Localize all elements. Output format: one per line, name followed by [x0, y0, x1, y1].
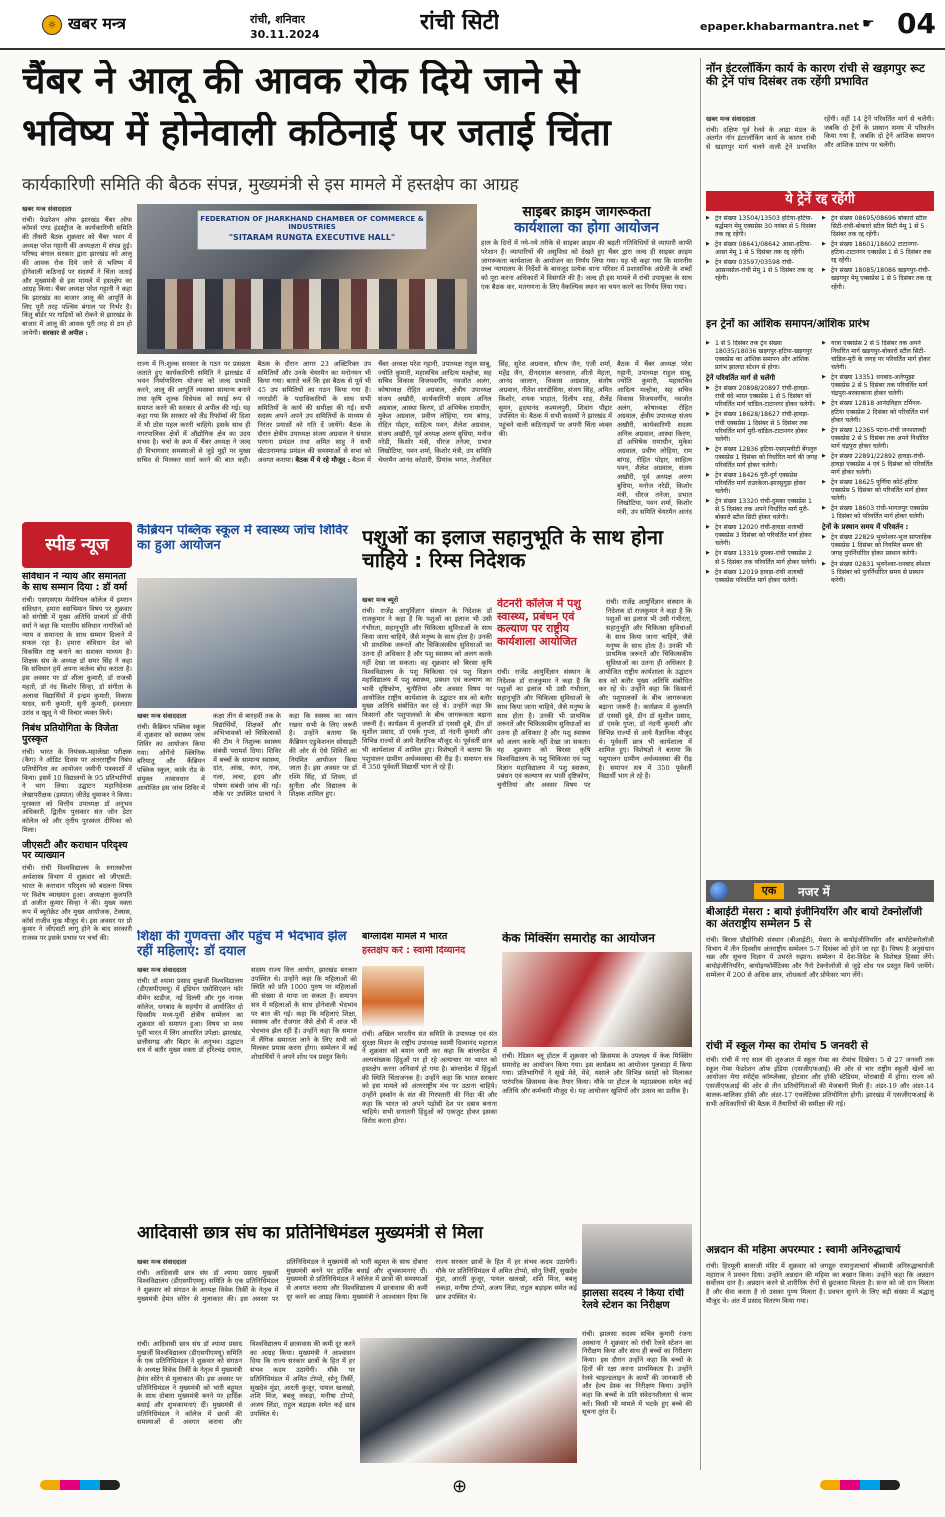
header-date-line2: 30.11.2024: [250, 28, 320, 41]
bangladesh-headline-2: हस्तक्षेप करे : स्वामी दिव्यानंद: [362, 946, 466, 956]
health-camp-body: [137, 712, 357, 922]
cake-headline: केक मिक्सिंग समारोह का आयोजन: [502, 932, 655, 945]
speed-news-headline: जीएसटी और कराधान परिदृश्य पर व्याख्यान: [22, 839, 128, 862]
rims-body-cont2: रांची। राजेंद्र आयुर्विज्ञान संस्थान के निदेशक डॉ राजकुमार ने कहा है कि पशुओं का इलाज भी उसी गंभीरता, सहानुभूति और चिकित्सा सुविधाओं के साथ किया जाना चाहिये, जैसे मनुष्य के साथ होता है। उनकी भी प्राथमिक जरूरतें और चिकित्सकीय सुविधाओं का उतना ही अधिकार है: [606, 598, 692, 667]
cake-body: रांची। रेडिसन ब्लू होटल में शुक्रवार को क्रिसमस के उपलक्ष्य में केक मिक्सिंग समारोह का आयोजन किया गया। इस कार्यक्रम का आयोजन पुलवाड़ा में किया गया। प्रतिभागियों ने सूखे मेवे, मेवे, मसाले और विभिन्न स्वादों को मिलाकर पारंपरिक क्रिसमस केक तैयार किया। मौके पर होटल के महाप्रबंधक समेत कई अतिथि और कर्मचारी मौजूद थे। यह आयोजन खुशियों और उत्सव का प्रतीक है।: [502, 1052, 692, 1095]
epaper-link[interactable]: epaper.khabarmantra.net: [700, 20, 859, 33]
women-byline: खबर मन्त्र संवाददाता: [137, 966, 187, 974]
school-games-body: रांची। रांची में नए साल की शुरुआत में स्कूल गेम्स का रोमांच दिखेगा। 5 से 27 जनवरी तक स्कूल गेम्स फेडरेशन ऑफ इंडिया (एसजीएफआई) की ओर से चार राष्ट्रीय स्कूली खेलों का आयोजन मेगा स्पोर्ट्स कॉम्प्लेक्स, होटवार और हॉकी स्टेडियम, मोराबादी में होगा। राज्य को एसजीएफआई की ओर से तीन प्रतियोगिताओं की मेजबानी मिली है। अंडर-19 और अंडर-14 बालक-बालिका हॉकी और अंडर-17 एथलेटिक्स प्रतियोगिता होगी। झारखंड में एसजीएफआई के सभी अधिकारियों की बैठक में तैयारियों की समीक्षा की गई।: [706, 1056, 934, 1108]
rims-byline: खबर मन्त्र ब्यूरो: [362, 596, 399, 604]
rail-headline: नॉन इंटरलॉकिंग कार्य के कारण रांची से खड़गपुर रूट की ट्रेनें पांच दिसंबर तक रहेंगी प्रभावित: [706, 62, 925, 89]
divider: [700, 58, 701, 1498]
health-camp-photo: [137, 578, 357, 708]
bit-body: रांची। बिरला प्रौद्योगिकी संस्थान (बीआईटी), मेसरा के बायोइंजीनियरिंग और बायोटेक्नोलॉजी विभाग में तीन दिवसीय अंतराष्ट्रीय सम्मेलन 5-7 दिसंबर को होने जा रहा है। विषय है अनुसंधान चक्र और सूचना विज्ञान में उभरते रुझान। सम्मेलन में देश-विदेश के विशेषज्ञ हिस्सा लेंगे। बायोइंजीनियरिंग, बायोइन्फॉर्मेटिक्स और नैनो टेक्नोलॉजी से जुड़े शोध पत्र प्रस्तुत किये जायेंगे। सम्मेलन में 200 से अधिक छात्र, शोधकर्ता और प्रोफेसर भाग लेंगे।: [706, 936, 934, 979]
partial-item: ▶ ट्रेन संख्या 12020 रांची-हावड़ा शताब्दी एक्सप्रेस 3 दिसंबर को परिवर्तित मार्ग होकर चलेगी।: [706, 524, 818, 548]
header-date-line1: रांची, शनिवार: [250, 13, 306, 26]
cursor-hand-icon: ☛: [862, 16, 875, 32]
partial-item: ▶ ट्रेन संख्या 13319 दुमका-रांची एक्सप्रेस 2 से 5 दिसंबर तक परिवर्तित मार्ग होकर चलेगी।: [706, 550, 818, 566]
reroute-subheading: ट्रेनें परिवर्तित मार्ग से चलेंगी: [706, 374, 776, 383]
footer-strip: [0, 1470, 945, 1517]
rims-body-text: रांची। राजेंद्र आयुर्विज्ञान संस्थान के निदेशक डॉ राजकुमार ने कहा है कि पशुओं का इलाज भी उसी गंभीरता, सहानुभूति और चिकित्सा सुविधाओं के साथ किया जाना चाहिये, जैसे मनुष्य के साथ होता है। उनकी भी प्राथमिक जरूरतें और चिकित्सकीय सुविधाओं का उतना ही अधिकार है और पशु स्वास्थ्य को अलग करके नहीं देखा जा सकता। वह शुक्रवार को बिरसा कृषि विश्वविद्यालय के पशु चिकित्सा एवं पशु विज्ञान महाविद्यालय में पशु स्वास्थ्य, प्रबंधन एवं कल्याण का भावी दृष्टिकोण, चुनौतियां और अवसर विषय पर आयोजित राष्ट्रीय कार्यशाला के उद्घाटन सत्र को बतौर मुख्य अतिथि संबोधित कर रहे थे। उन्होंने कहा कि किसानों और पशुपालकों के बीच जागरूकता बढ़ाना जरूरी है। कार्यक्रम में कुलपति डॉ एससी दुबे, डीन डॉ सुशील प्रसाद, डॉ एमके गुप्ता, डॉ नंदनी कुमारी और विभिन्न राज्यों से आये वैज्ञानिक मौजूद थे। पूर्ववर्ती छात्र भी कार्यशाला में शामिल हुए। विशेषज्ञों ने बताया कि पशुपालन ग्रामीण अर्थव्यवस्था की रीढ़ है। समापन सत्र में 350 पूर्ववर्ती विद्यार्थी भाग ले रहे हैं।: [362, 606, 492, 772]
masthead-bar: [0, 0, 945, 50]
partial-item: ▶ ट्रेन संख्या 18628/18627 रांची-हावड़ा-रांची एक्सप्रेस 1 दिसंबर से 5 दिसंबर तक परिवर्तित मार्ग मुरी-चांडिल-टाटानगर होकर चलेगी।: [706, 411, 818, 443]
time-change-heading: ट्रेनों के प्रस्थान समय में परिवर्तन :: [822, 523, 909, 532]
partial-item: ▶ ट्रेन संख्या 12019 हावड़ा-रांची शताब्दी एक्सप्रेस परिवर्तित मार्ग होकर चलेगी।: [706, 569, 818, 585]
partial-item: ▶ ट्रेन संख्या 12818 आनंदविहार टर्मिनल-हटिया एक्सप्रेस 2 दिसंबर को परिवर्तित मार्ग होकर चलेगी।: [822, 400, 934, 424]
people-row: [147, 279, 467, 349]
rims-body-cont: रांची। राजेंद्र आयुर्विज्ञान संस्थान के निदेशक डॉ राजकुमार ने कहा है कि पशुओं का इलाज भी उसी गंभीरता, सहानुभूति और चिकित्सा सुविधाओं के साथ किया जाना चाहिये, जैसे मनुष्य के साथ होता है। उनकी भी प्राथमिक जरूरतें और चिकित्सकीय सुविधाओं का उतना ही अधिकार है और पशु स्वास्थ्य को अलग करके नहीं देखा जा सकता। वह शुक्रवार को बिरसा कृषि विश्वविद्यालय के पशु चिकित्सा एवं पशु विज्ञान महाविद्यालय में पशु स्वास्थ्य, प्रबंधन एवं कल्याण का भावी दृष्टिकोण, चुनौतियां और अवसर विषय पर आयोजित राष्ट्रीय कार्यशाला के उद्घाटन सत्र को बतौर मुख्य अतिथि संबोधित कर रहे थे। उन्होंने कहा कि किसानों और पशुपालकों के बीच जागरूकता बढ़ाना जरूरी है। कार्यक्रम में कुलपति डॉ एससी दुबे, डीन डॉ सुशील प्रसाद, डॉ एमके गुप्ता, डॉ नंदनी कुमारी और विभिन्न राज्यों से आये वैज्ञानिक मौजूद थे। पूर्ववर्ती छात्र भी कार्यशाला में शामिल हुए। विशेषज्ञों ने बताया कि पशुपालन ग्रामीण अर्थव्यवस्था की रीढ़ है। समापन सत्र में 350 पूर्ववर्ती विद्यार्थी भाग ले रहे हैं।: [497, 668, 692, 790]
partial-item: ▶ यात्रा एक्सप्रेस 2 से 5 दिसंबर तक अपने निर्धारित मार्ग खड़गपुर-बोकारो स्टील सिटी-चांडिल-मुरी के जगह पर परिवर्तित मार्ग होकर चलेगी।: [822, 340, 934, 372]
health-byline: खबर मन्त्र संवाददाता: [137, 712, 187, 720]
jhalsa-photo: [582, 1224, 692, 1284]
brand-name: खबर मन्त्र: [68, 15, 126, 33]
cancel-list-col2: [822, 215, 934, 313]
page-number: 04: [897, 8, 936, 40]
cancel-item: ▶ ट्रेन संख्या 08641/08642 आसा-हटिया-आसा मेमू 1 से 5 दिसंबर तक रद्द रहेंगी।: [706, 241, 818, 257]
tribal-text-cont: रांची। आदिवासी छात्र संघ डॉ श्यामा प्रसाद मुखर्जी विश्वविद्यालय (डीएसपीएमयू) समिति के एक प्रतिनिधिमंडल ने शुक्रवार को संगठन के अध्यक्ष विवेक तिर्की के नेतृत्व में मुख्यमंत्री हेमंत सोरेन से मुलाकात की। इस अवसर पर प्रतिनिधिमंडल ने मुख्यमंत्री को भारी बहुमत के साथ दोबारा मुख्यमंत्री बनने पर हार्दिक बधाई और शुभकामनाएं दीं। मुख्यमंत्री से प्रतिनिधिमंडल ने कॉलेज में छात्रों की समस्याओं से अवगत कराया और विश्वविद्यालय में छात्रावास की कमी दूर करने का आग्रह किया। मुख्यमंत्री ने आश्वासन दिया कि राज्य सरकार छात्रों के हित में हर संभव कदम उठायेगी। मौके पर प्रतिनिधिमंडल में अमित टोप्पो, सोनू तिर्की, सुखदेव मुंडा, आरती कुजूर, पायल खलखो, शशि मिंज, बबलू लकड़ा, मनीषा टोप्पो, अजय लिंडा, राहुल बड़ाइक समेत कई छात्र उपस्थित थे।: [137, 1340, 355, 1427]
partial-item: ▶ ट्रेन संख्या 12836 हटिया-एसएमवीटी बेंगलुरु एक्सप्रेस 1 दिसंबर को निर्धारित मार्ग की जगह परिवर्तित मार्ग होकर चलेगी।: [706, 446, 818, 470]
lead-body: [137, 360, 612, 515]
bangladesh-body: रांची। अखिल भारतीय संत समिति के उपाध्यक्ष एवं संत सुरक्षा मिशन के राष्ट्रीय उपाध्यक्ष स्वामी दिव्यानंद महाराज ने शुक्रवार को बयान जारी कर कहा कि बांग्लादेश में अल्पसंख्यक हिंदुओं पर हो रहे अत्याचार पर भारत को हस्तक्षेप करना अनिवार्य हो गया है। बांग्लादेश में हिंदुओं की स्थिति चिंताजनक है। उन्होंने कहा कि भारत सरकार को इस मामले को अंतरराष्ट्रीय मंच पर उठाना चाहिये। उन्होंने इस्कॉन के संत की गिरफ्तारी की निंदा की और कहा कि भारत को अपने पड़ोसी देश पर दबाव बनाना चाहिये। सभी सनातनी हिंदुओं को एकजुट होकर इसका विरोध करना होगा।: [362, 1030, 497, 1126]
anndaan-headline: अन्नदान की महिमा अपरम्पार : स्वामी अनिरुद्धाचार्य: [706, 1244, 901, 1256]
rims-headline: पशुओं का इलाज सहानुभूति के साथ होना चाहिये : रिम्स निदेशक: [362, 526, 664, 572]
partial-item: ▶ ट्रेन संख्या 13351 धनबाद-अलेप्पुझा एक्सप्रेस 2 से 5 दिसंबर तक परिवर्तित मार्ग चंद्रपुरा-बरकाकाना होकर चलेगी।: [822, 374, 934, 398]
partial-item: ▶ ट्रेन संख्या 12365 पटना-रांची जनशताब्दी एक्सप्रेस 2 से 5 दिसंबर तक अपने निर्धारित मार्ग चंद्रपुरा होकर चलेगी।: [822, 427, 934, 451]
rail-body: [706, 115, 934, 190]
banner-line-2: "SITARAM RUNGTA EXECUTIVE HALL": [228, 233, 396, 242]
bangladesh-headline-1: बांग्लादेश मामले में भारत: [362, 932, 448, 942]
speed-news-label: स्पीड न्यूज: [45, 535, 109, 555]
partial-list-col1: [706, 340, 818, 875]
cyber-headline-2: कार्यशाला का होगा आयोजन: [514, 220, 659, 237]
lead-subhead: सरकार से अपील :: [42, 328, 88, 337]
speed-news-body: रांची। भारत के नियंत्रक-महालेखा परीक्षक (कैग) ने ऑडिट दिवस पर अंतरराष्ट्रीय निबंध प्रतियोगिता का आयोजन जमीनी पत्रकाशों में किया। इसमें 10 विद्यालयों के 95 प्रतिभागियों ने भाग लिया। उद्घाटन महानिदेशक लेखापरीक्षक (इस्पात) जीतेंद्र धुमाकर ने किया। पुरस्कार को वित्तीय उपाध्यक्ष डॉ अनुभव अधिकारी, द्वितीय पुरस्कार संत जॉन डेटर कॉलेज को और तृतीय पुरस्कार दीपिका को मिला।: [22, 747, 132, 834]
cyber-box: [481, 204, 692, 354]
lead-deck: कार्यकारिणी समिति की बैठक संपन्न, मुख्यमंत्री से इस मामले में हस्तक्षेप का आग्रह: [22, 175, 519, 195]
tribal-byline: खबर मन्त्र संवाददाता: [137, 1258, 187, 1266]
partial-item: ▶ 1 से 5 दिसंबर तक ट्रेन संख्या 18035/18036 खड़गपुर-हटिया-खड़गपुर एक्सप्रेस का आंशिक समापन और आंशिक प्रारंभ झालदा स्टेशन से होगा।: [706, 340, 818, 372]
partial-item: ▶ ट्रेन संख्या 18625 पूर्णिया कोर्ट-हटिया एक्सप्रेस 5 दिसंबर को परिवर्तित मार्ग होकर चलेगी।: [822, 479, 934, 503]
ek-nazar-band: [706, 880, 934, 902]
partial-heading: इन ट्रेनों का आंशिक समापन/आंशिक प्रारंभ: [706, 318, 870, 330]
partial-item: ▶ ट्रेन संख्या 13320 रांची-दुमका एक्सप्रेस 1 से 5 दिसंबर तक अपने निर्धारित मार्ग मुरी-बोकारो स्टील सिटी होकर चलेगी।: [706, 498, 818, 522]
lead-attendees-cont: बैठक में चैंबर अध्यक्ष परेश गट्टानी, उपाध्यक्ष राहुल साबू, ज्योति कुमारी, महासचिव आदित्य मल्होत्रा, सह सचिव विकास विजयवर्गीय, नवजोत अलंग, कोषाध्यक्ष रोहित अग्रवाल, क्षेत्रीय उपाध्यक्ष संजय अखौरी, कार्यकारिणी सदस्य अनिल अग्रवाल, आस्था किरण, डॉ अभिषेक रामाधीन, मुकेश अग्रवाल, प्रवीण लोहिया, राम बांगड़, रोहित पोद्दार, साहित्य पवन, शैलेश अग्रवाल, संजय अखौरी, पूर्व अध्यक्ष अरुण बुधिया, मनोज नरेडी, किशोर मंत्री, धीरज तनेजा, प्रभात लिखोटिया, पवन शर्मा, किशोर मंत्री, उप समिति चेयरमैन आनंद: [617, 360, 692, 515]
women-text: रांची। डॉ श्यामा प्रसाद मुखर्जी विश्वविद्यालय (डीएसपीएमयू) में इंडियन एसोसिएशन फॉर वीमेन स्टडीज, नई दिल्ली और गुरु नानक कॉलेज, धनबाद के सहयोग से आयोजित दो दिवसीय मध्य-पूर्वी क्षेत्रीय सम्मेलन का शुक्रवार को समापन हुआ। विषय था मध्य पूर्वी भारत में लिंग आधारित उपेक्षा: झारखंड, छत्तीसगढ़ और बिहार के अनुभव। उद्घाटन सत्र में बतौर मुख्य वक्ता डॉ हरिश्चंद्र दयाल, सदस्य राज्य वित्त आयोग, झारखंड सरकार उपस्थित थे। उन्होंने कहा कि महिलाओं की स्थिति को प्रति 1000 पुरुष पर महिलाओं की संख्या से मापा जा सकता है। समापन सत्र में महिलाओं के साथ होनेवाली भेदभाव पर बात की गई। कहा कि महिलाएं शिक्षा, स्वास्थ्य और रोजगार जैसे क्षेत्रों में आज भी भेदभाव झेल रही हैं। उन्होंने कहा कि समाज में लैंगिक समानता लाने के लिए सभी को मिलकर प्रयास करना होगा। सम्मेलन में कई शोधार्थियों ने अपने शोध पत्र प्रस्तुत किये।: [137, 966, 357, 1062]
cancel-list-col1: [706, 215, 818, 313]
bit-headline: बीआईटी मेसरा : बायो इंजीनियरिंग और बायो टेक्नोलॉजी का अंतराष्ट्रीय सम्मेलन 5 से: [706, 906, 923, 931]
jhalsa-body: रांची। झालसा सदस्य सचिव कुमारी रंजना अस्थाना ने शुक्रवार को रांची रेलवे स्टेशन का निरीक्षण किया और साथ ही बच्चों का निरीक्षण किया। इस दौरान उन्होंने कहा कि बच्चों के हितों की रक्षा करना प्राथमिकता है। उन्होंने रेलवे चाइल्डलाइन के कार्यों की जानकारी ली और हेल्प डेस्क का निरीक्षण किया। उन्होंने कहा कि बच्चों के प्रति संवेदनशीलता से काम करें। किसी भी मामले में भटके हुए बच्चे की सूचना तुरंत दें।: [582, 1330, 692, 1417]
banner-line-1: FEDERATION OF JHARKHAND CHAMBER OF COMMERCE & INDUSTRIES: [200, 215, 424, 231]
speed-news-body: रांची। एसएसएस मेमोरियल कॉलेज में इमरान संविधान, हमारा स्वाभिमान विषय पर शुक्रवार को संगोष्ठी में मुख्य अतिथि प्राचार्य डॉ वीपी वर्मा ने कहा कि भारतीय संविधान नागरिकों को न्याय व समानता के साथ सम्मान दिलाने में सफल रहा है। हमारा संविधान देश को विकसित राष्ट्र बनाने का सशक्त माध्यम है। शिक्षक संघ के अध्यक्ष डॉ समर सिंह ने कहा कि संविधान हमें अपना कर्तव्य बोध कराता है। इस अवसर पर डॉ शीला कुमारी, डॉ राजश्री महतो, डॉ नंद किशोर सिन्हा, डॉ संगीता के अलावा विद्यार्थियों में इन्द्रम कुमारी, विकास यादव, सनी कुमारी, सुनी कुमारी, इवलदार उरांव व खुशू ने भी विचार व्यक्त किये।: [22, 595, 132, 717]
globe-icon: [710, 882, 728, 900]
women-body: [137, 966, 357, 1216]
lead-byline: खबर मन्त्र संवाददाता: [22, 205, 72, 213]
partial-item: ▶ ट्रेन संख्या 22891/22892 हावड़ा-रांची-हावड़ा एक्सप्रेस 4 एवं 5 दिसंबर को परिवर्तित मार्ग होकर चलेगी।: [822, 453, 934, 477]
rims-right-column: [606, 598, 692, 668]
cancel-item: ▶ ट्रेन संख्या 03597/03598 रांची-आसनसोल-रांची मेमू 1 से 5 दिसंबर तक रद्द रहेगी।: [706, 259, 818, 283]
rims-byline-column: [362, 596, 492, 922]
jhalsa-headline: झालसा सदस्य ने किया रांची रेलवे स्टेशन का निरीक्षण: [582, 1288, 684, 1311]
speed-news-headline: संविधान ने न्याय और समानता के साथ सम्मान दिया : डॉ वर्मा: [22, 572, 128, 593]
cancel-item: ▶ ट्रेन संख्या 08695/08696 बोकारो स्टील सिटी-रांची-बोकारो स्टील सिटी मेमू 1 से 5 दिसंबर तक रद्द रहेंगी।: [822, 215, 934, 239]
partial-item: ▶ ट्रेन संख्या 18426 पुरी-दुर्ग एक्सप्रेस परिवर्तित मार्ग राउरकेला-झारसुगुड़ा होकर चलेगी।: [706, 472, 818, 496]
section-title: रांची सिटी: [420, 10, 500, 35]
time-change-item: ▶ ट्रेन संख्या 02831 भुवनेश्वर-धनबाद स्पेशल 5 दिसंबर को पुनर्निर्धारित समय से प्रस्थान करेगी।: [822, 561, 934, 585]
rims-side-headline: वेटनरी कॉलेज में पशु स्वास्थ्य, प्रबंधन एवं कल्याण पर राष्ट्रीय कार्यशाला आयोजित: [497, 598, 581, 648]
swami-portrait: [362, 966, 424, 1026]
tribal-text: रांची। आदिवासी छात्र संघ डॉ श्यामा प्रसाद मुखर्जी विश्वविद्यालय (डीएसपीएमयू) समिति के एक प्रतिनिधिमंडल ने शुक्रवार को संगठन के अध्यक्ष विवेक तिर्की के नेतृत्व में मुख्यमंत्री हेमंत सोरेन से मुलाकात की। इस अवसर पर प्रतिनिधिमंडल ने मुख्यमंत्री को भारी बहुमत के साथ दोबारा मुख्यमंत्री बनने पर हार्दिक बधाई और शुभकामनाएं दीं। मुख्यमंत्री से प्रतिनिधिमंडल ने कॉलेज में छात्रों की समस्याओं से अवगत कराया और विश्वविद्यालय में छात्रावास की कमी दूर करने का आग्रह किया। मुख्यमंत्री ने आश्वासन दिया कि राज्य सरकार छात्रों के हित में हर संभव कदम उठायेगी। मौके पर प्रतिनिधिमंडल में अमित टोप्पो, सोनू तिर्की, सुखदेव मुंडा, आरती कुजूर, पायल खलखो, शशि मिंज, बबलू लकड़ा, मनीषा टोप्पो, अजय लिंडा, राहुल बड़ाइक समेत कई छात्र उपस्थित थे।: [137, 1258, 577, 1303]
tribal-headline: आदिवासी छात्र संघ का प्रतिनिधिमंडल मुख्यमंत्री से मिला: [137, 1224, 483, 1243]
health-camp-headline: कैंब्रियन पब्लिक स्कूल में स्वास्थ्य जांच शिविर का हुआ आयोजन: [137, 524, 348, 553]
photo-banner: [197, 210, 427, 250]
speed-news-headline: निबंध प्रतियोगिता के विजेता पुरस्कृत: [22, 722, 118, 745]
lead-attendees-column: [617, 360, 692, 515]
cm-meeting-photo: [360, 1338, 577, 1463]
color-swatch-icon: [40, 1480, 120, 1490]
ek-label: एक: [754, 883, 784, 899]
speed-news-body: रांची। रांची विश्वविद्यालय के स्नातकोत्तर अर्थशास्त्र विभाग में शुक्रवार को जीएसटी: भारत के कराधान परिदृश्य को बदलना विषय पर विशेष व्याख्यान हुआ। अध्यक्षता कुलपति डॉ अजीत कुमार सिन्हा ने की। मुख्य वक्ता रूप में ब्यूरोक्रेट और मुख्य आयोजक, टेक्सस, कॉर्स राजीव मुख मौजूद थे। इस अवसर पर प्रो कुमार ने जीएसटी लागू होने के बाद सरकारी राजस्व पर इसके प्रभाव पर चर्चा की।: [22, 864, 132, 943]
brand-logo-icon: ☼: [42, 15, 62, 35]
rail-byline: खबर मन्त्र संवाददाता: [706, 115, 756, 123]
color-swatch-icon: [820, 1480, 900, 1490]
lead-intro-text: रांची। फेडरेशन ऑफ झारखंड चैंबर ऑफ कॉमर्स एण्ड इंडस्ट्रीज के कार्यकारिणी समिति की तीसरी बैठक शुक्रवार को चैंबर भवन में अध्यक्ष परेश गट्टानी की अध्यक्षता में संपन्न हुई। परिषद बंगाल सरकार द्वारा झारखंड को आलू की आवक रोक दिये जाने से भविष्य में होनेवाली कठिनाई पर सदस्यों ने चिंता जताई और मुख्यमंत्री से इस मामले में हस्तक्षेप का आग्रह किया। चैंबर अध्यक्ष परेश गट्टानी ने कहा कि झारखंड का बाजार आलू की आपूर्ति के लिए पूरी तरह पश्चिम बंगाल पर निर्भर है। किंतु बॉर्डर पर गाड़ियों को रोकने से झारखंड के बाजार में आलू की आवक पूरी तरह से ठप हो जायेगी।: [22, 215, 132, 337]
tribal-body-left: [137, 1340, 355, 1463]
rims-body-cols: [497, 668, 692, 922]
lead-headline-1: चैंबर ने आलू की आवक रोक दिये जाने से: [22, 60, 580, 102]
cyber-body: हाल के दिनों में नये-नये तरीके से साइबर क्राइम की बढ़ती गतिविधियों से व्यापारी काफी परेशान हैं। व्यापारियों की असुविधा को देखते हुए चैंबर द्वारा जल्द ही साइबर क्राइम जागरूकता कार्यशाला के आयोजन का निर्णय लिया गया। यह भी कहा गया कि माननीय उच्च न्यायालय के निर्देशों के बावजूद प्रत्येक थाना परिसर में प्रशासनिक अंग्रेजी के शब्दों को पूरा करना अधिकारों में विसंगति की है। जल्द ही इस मामले में रांची उपायुक्त के साथ एक बैठक कर, मतगणना के लिए वैकल्पिक स्थान का चयन करने का निर्णय लिया गया।: [481, 239, 692, 291]
tribal-body: [137, 1258, 577, 1338]
lead-body-text: राज्य में नि:शुल्क सरकार के गठन पर प्रसन्नता जताते हुए कार्यकारिणी समिति ने झारखंड में भवन निर्माणविरण योजना को जल्द प्रभावी करने, आलू की आपूर्ति व्यवस्था सामान्य बनाने तथा कृषि शुल्क विधेयक को स्थाई रूप से समाप्त करने की सरकार से अपील की गई। यह कहा गया कि सरकार को लैंड रिफॉर्म्स की दिशा में भी ठोस पहल करनी चाहिये। इसके साथ ही नगरपालिका क्षेत्रों में औद्योगिक क्षेत्र का उदय संभव है। चर्चा के क्रम में चैंबर अध्यक्ष ने जल्द ही विभागवार समस्याओं से जुड़े मुद्दों पर मुख्य सचिव से मिलकर वार्ता करने की बात कही। बैठक के दौरान आगर 23 अक्टिरिक्त उप समितियों और उनके चेयरमैन का मनोनयन भी किया गया। बताते चलें कि इस बैठक से पूर्व भी 45 उप समितियों का गठन किया गया है। नगरडोरी के पदाधिकारियों के साथ सभी समितियों के कार्य की समीक्षा की गई। सभी सदस्य अपने अपने उप समितियों के माध्यम से निरंतर प्रयासों को गति दें जायेंगे। बैठक के दौरान क्षेत्रीय उपाध्यक्ष संजय अग्रवाल ने संथाल परगना प्रमंडल तथा अमित साहू ने सभी खेटउनामगढ़ प्रमंडल की समस्याओं से सभा को अवगत कराया।: [137, 360, 371, 464]
cancel-item: ▶ ट्रेन संख्या 13504/13503 हटिया-हटिया-बर्द्धमान मेमू एक्सप्रेस 30 नवंबर से 5 दिसंबर तक रद्द रहेंगी।: [706, 215, 818, 239]
partial-list-col2: [822, 340, 934, 875]
speed-news-column: [22, 572, 132, 1467]
chamber-meeting-photo: [137, 204, 477, 354]
cake-mixing-photo: [502, 952, 692, 1047]
cancel-item: ▶ ट्रेन संख्या 18085/18086 खड़गपुर-रांची-खड़गपुर मेमू एक्सप्रेस 1 से 5 दिसंबर तक रद्द रहेंगी।: [822, 267, 934, 291]
health-camp-text: रांची। कैंब्रियन पब्लिक स्कूल में शुक्रवार को स्वास्थ्य जांच शिविर का आयोजन किया गया। ओर्गेनो क्लिनिक बरियातू और कैंब्रियन पब्लिक स्कूल, कांके रोड के संयुक्त तत्वावधान में आयोजित इस जांच शिविर में कक्षा तीन से बारहवीं तक के विद्यार्थियों, शिक्षकों और अभिभावकों को चिकित्सकों की टीम ने निशुल्क स्वास्थ्य संबंधी परामर्श दिया। शिविर में बच्चों के सामान्य स्वास्थ्य, दांत, आंख, कान, नाक, गला, त्वचा, हृदय और पोषण संबंधी जांच की गई। मौके पर उपस्थित प्राचार्य ने कहा कि स्वस्थ्य का ध्यान रखना सभी के लिए जरूरी है। उन्होंने बताया कि कैंब्रियन एडुकेशनल सोसाइटी की ओर से ऐसे शिविरों का नियमित आयोजन किया जाता है। इस अवसर पर डॉ रश्मि सिंह, डॉ शिवम, डॉ सुनीता और विद्यालय के शिक्षक शामिल हुए।: [137, 712, 357, 799]
lead-headline-2: भविष्य में होनेवाली कठिनाई पर जताई चिंता: [22, 112, 611, 154]
registration-mark-icon: ⊕: [452, 1476, 468, 1497]
rail-body-text: रांची। दक्षिण पूर्व रेलवे के आद्रा मंडल के अंतर्गत नॉन इंटरलॉकिंग कार्य के कारण रांची से खड़गपुर मार्ग चलने वाली ट्रेनें प्रभावित रहेंगी। वहीं 14 ट्रेनें परिवर्तित मार्ग से चलेंगी। जबकि दो ट्रेनों के प्रस्थान समय में परिवर्तन किया गया है, जबकि दो ट्रेनें आंशिक समापन और आंशिक प्रारंभ पर चलेंगी।: [706, 115, 934, 151]
cyber-headline-1: साइबर क्राइम जागरूकता: [522, 204, 651, 220]
women-headline: शिक्षा की गुणवत्ता और पहुंच में भेदभाव झेल रहीं महिलाएं: डॉ दयाल: [137, 930, 347, 959]
cancel-heading: ये ट्रेनें रद्द रहेंगी: [706, 191, 934, 211]
cancel-item: ▶ ट्रेन संख्या 18601/18602 टाटानगर-हटिया-टाटानगर एक्सप्रेस 1 से 5 दिसंबर तक रद्द रहेंगी।: [822, 241, 934, 265]
school-games-headline: रांची में स्कूल गेम्स का रोमांच 5 जनवरी से: [706, 1040, 868, 1052]
lead-intro-column: [22, 205, 132, 515]
meeting-attendees-head: बैठक में ये रहे मौजूद :: [295, 455, 351, 464]
partial-item: ▶ ट्रेन संख्या 20898/20897 रांची-हावड़ा-रांची वंदे भारत एक्सप्रेस 1 से 5 दिसंबर को परिवर्तित मार्ग चांडिल-टाटानगर होकर चलेगी।: [706, 385, 818, 409]
nazar-label: नजर में: [798, 885, 830, 899]
partial-item: ▶ ट्रेन संख्या 18603 रांची-भागलपुर एक्सप्रेस 1 दिसंबर को परिवर्तित मार्ग होकर चलेगी।: [822, 505, 934, 521]
time-change-item: ▶ ट्रेन संख्या 22829 भुवनेश्वर-भुज साप्ताहिक एक्सप्रेस 1 दिसंबर को नियमित समय की जगह पुनर्निर्धारित होकर प्रस्थान करेगी।: [822, 534, 934, 558]
anndaan-body: रांची। हिरमूली बालाजी मंदिर में शुक्रवार को जगद्गुरु रामानुजाचार्य श्रीस्वामी अनिरुद्धाचार्यजी महाराज ने प्रवचन दिया। उन्होंने अन्नदान की महिमा का बखान किया। उन्होंने कहा कि अन्नदान सर्वोत्तम दान है। अन्नदान करने से शारीरिक रोगों से छुटकारा मिलता है। सन्त को जो दान मिलता है और सेवा करता है तो उसका पुण्य मिलता है। प्रवचन सुनने के लिए बड़ी संख्या में श्रद्धालु मौजूद थे। अंत में प्रसाद वितरण किया गया।: [706, 1262, 934, 1305]
meeting-attendees-text: बैठक में चैंबर अध्यक्ष परेश गट्टानी, उपाध्यक्ष राहुल साबू, ज्योति कुमारी, महासचिव आदित्य मल्होत्रा, सह सचिव विकास विजयवर्गीय, नवजोत अलंग, कोषाध्यक्ष रोहित अग्रवाल, क्षेत्रीय उपाध्यक्ष संजय अखौरी, कार्यकारिणी सदस्य अनिल अग्रवाल, आस्था किरण, डॉ अभिषेक रामाधीन, मुकेश अग्रवाल, प्रवीण लोहिया, राम बांगड़, रोहित पोद्दार, साहित्य पवन, शैलेश अग्रवाल, संजय अखौरी, पूर्व अध्यक्ष अरुण बुधिया, मनोज नरेडी, किशोर मंत्री, धीरज तनेजा, प्रभात लिखोटिया, पवन शर्मा, किशोर मंत्री, उप समिति चेयरमैन आनंद कोठारी, प्रियांक भगत, तेजविंदर सिंह, सुरेश अग्रवाल, सौरभ जैन, एजी शर्मा, महेंद्र जैन, दीनदयाल बरनवाल, शीतो मेहता, आनंद जालान, विकास अग्रवाल, संतोष अग्रवाल, नीतेश शारदीसिया, संजय सिंह, अमित किशोर, शयक भाहात, दिलीप शाह, शैलेंद्र सुमन, हृदयानंद कश्मलपुरी, शिवांग पौद्दार उपस्थित थे। बैठक में सभी सदस्यों ने झारखंड में पहुंचने वाली कठिनाइयों पर अपनी चिंता व्यक्त की।: [352, 360, 612, 464]
speed-news-tag: [22, 522, 132, 568]
